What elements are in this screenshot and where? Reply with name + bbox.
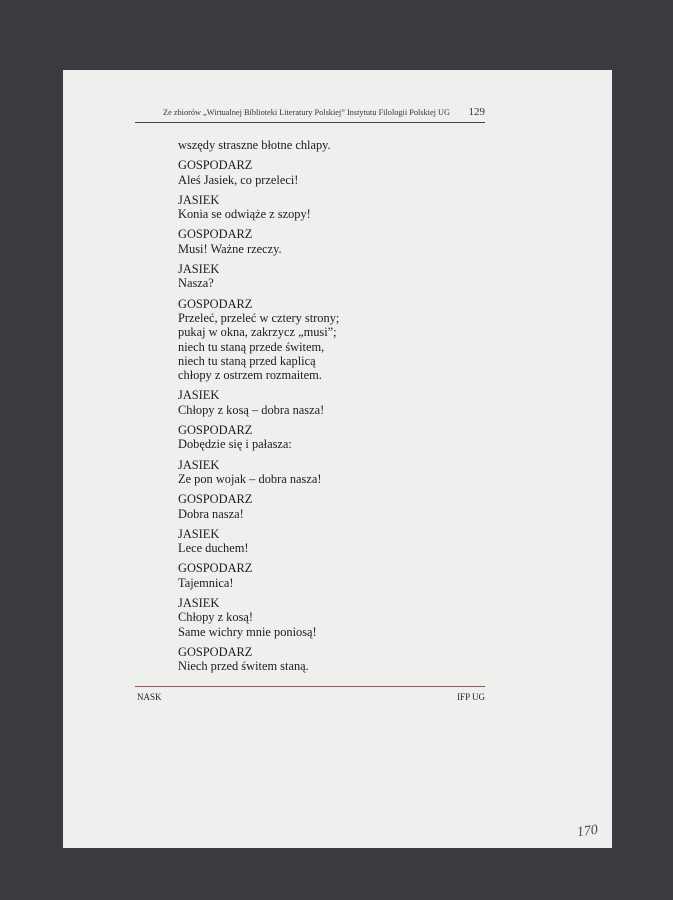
- speaker-name: GOSPODARZ: [178, 423, 253, 438]
- drama-text: [178, 138, 478, 680]
- header-title: Ze zbiorów „Wirtualnej Biblioteki Literatury Polskiej” Instytutu Filologii Polskiej UG: [163, 108, 451, 117]
- verse-line: Ze pon wojak – dobra nasza!: [178, 471, 322, 486]
- footer-right: IFP UG: [457, 692, 485, 702]
- verse-line: Przeleć, przeleć w cztery strony;: [178, 310, 340, 325]
- verse-line: niech tu staną przed kaplicą: [178, 353, 316, 368]
- speaker-name: GOSPODARZ: [178, 158, 253, 173]
- dialogue-block: [178, 527, 478, 556]
- verse-line: Same wichry mnie poniosą!: [178, 624, 317, 639]
- verse-line: Tajemnica!: [178, 575, 234, 590]
- footer-left: NASK: [137, 692, 162, 702]
- verse-line: Aleś Jasiek, co przeleci!: [178, 172, 299, 187]
- verse-line: wszędy straszne błotne chlapy.: [178, 138, 331, 152]
- verse-line: Dobra nasza!: [178, 506, 244, 521]
- verse-line: Musi! Ważne rzeczy.: [178, 241, 282, 256]
- verse-line: niech tu staną przede świtem,: [178, 339, 325, 354]
- opening-line-block: [178, 138, 478, 152]
- dialogue-block: [178, 297, 478, 383]
- dialogue-block: [178, 227, 478, 256]
- dialogue-block: [178, 561, 478, 590]
- dialogue-block: [178, 596, 478, 639]
- verse-line: Nasza?: [178, 276, 214, 291]
- dialogue-block: [178, 423, 478, 452]
- verse-line: Konia se odwiąże z szopy!: [178, 207, 311, 222]
- speaker-name: JASIEK: [178, 388, 220, 403]
- speaker-name: GOSPODARZ: [178, 561, 253, 576]
- verse-line: Niech przed świtem staną.: [178, 659, 309, 674]
- dialogue-block: [178, 492, 478, 521]
- dialogue-block: [178, 645, 478, 674]
- speaker-name: GOSPODARZ: [178, 227, 253, 242]
- speaker-name: JASIEK: [178, 262, 220, 277]
- dialogue-block: [178, 262, 478, 291]
- dialogue-block: [178, 458, 478, 487]
- speaker-name: JASIEK: [178, 457, 220, 472]
- verse-line: Dobędzie się i pałasza:: [178, 437, 292, 452]
- dialogue-block: [178, 193, 478, 222]
- speaker-name: GOSPODARZ: [178, 644, 253, 659]
- verse-line: Chłopy z kosą!: [178, 610, 254, 625]
- speaker-name: JASIEK: [178, 596, 220, 611]
- dialogue-block: [178, 388, 478, 417]
- verse-line: chłopy z ostrzem rozmaitem.: [178, 368, 322, 383]
- header-rule: [135, 122, 485, 123]
- document-page: [63, 70, 612, 848]
- verse-line: pukaj w okna, zakrzycz „musi”;: [178, 325, 337, 340]
- speaker-name: GOSPODARZ: [178, 492, 253, 507]
- speaker-name: JASIEK: [178, 526, 220, 541]
- speaker-name: GOSPODARZ: [178, 296, 253, 311]
- verse-line: Lece duchem!: [178, 541, 249, 556]
- verse-line: Chłopy z kosą – dobra nasza!: [178, 402, 325, 417]
- speaker-name: JASIEK: [178, 192, 220, 207]
- handwritten-page-number: 170: [575, 822, 599, 841]
- footer-rule: [135, 686, 485, 687]
- dialogue-block: [178, 158, 478, 187]
- page-number: 129: [468, 106, 485, 118]
